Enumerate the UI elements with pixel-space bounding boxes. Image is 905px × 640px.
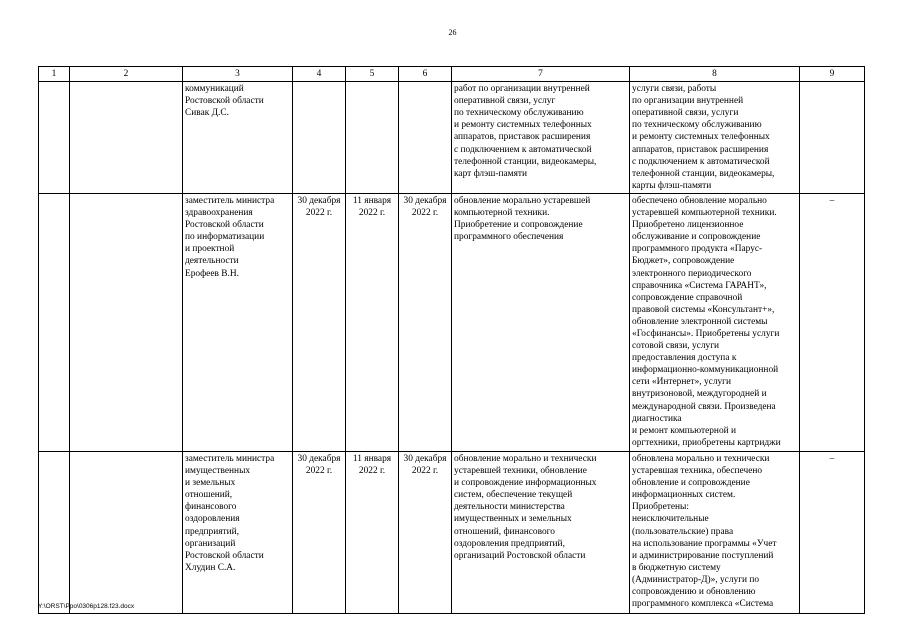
cell-line: аппаратов, приставок расширения	[632, 144, 769, 155]
cell-line: услуги связи, работы	[632, 84, 717, 95]
cell-line: по информатизации	[185, 232, 265, 243]
cell-line: сети «Интернет», услуги	[632, 377, 732, 388]
cell-line: с подключением к автоматической	[454, 144, 592, 155]
cell-line: обеспечено обновление морально	[632, 195, 767, 206]
cell-line: программного комплекса «Система	[632, 599, 774, 610]
cell-line: Бюджет», сопровождение	[632, 256, 735, 267]
cell-line: и земельных	[185, 478, 236, 489]
cell-line: Ростовской области	[185, 96, 264, 107]
cell-line: и проектной	[185, 244, 235, 255]
cell-line: заместитель министра	[185, 453, 275, 464]
cell-line: оздоровления	[185, 514, 240, 525]
header-col-6: 6	[399, 67, 452, 82]
cell-line: обновлена морально и технически	[632, 453, 770, 464]
cell-c8	[630, 82, 800, 194]
cell-c7	[452, 193, 630, 451]
cell-line: Приобретены:	[632, 502, 689, 513]
cell-value: –	[829, 453, 835, 464]
cell-c4	[293, 193, 346, 451]
cell-line: по техническому обслуживанию	[632, 120, 762, 131]
cell-line: оперативной связи, услуги	[632, 108, 739, 119]
cell-c2	[70, 82, 183, 194]
cell-c2	[70, 193, 183, 451]
cell-c1	[39, 193, 70, 451]
cell-c7	[452, 82, 630, 194]
cell-c3	[183, 451, 293, 613]
cell-line: сопровождение справочной	[632, 292, 743, 303]
header-col-2: 2	[70, 67, 183, 82]
cell-line: организаций	[185, 538, 236, 549]
cell-line: аппаратов, приставок расширения	[454, 132, 591, 143]
cell-line: отношений,	[185, 490, 233, 501]
cell-line: 2022 г.	[411, 208, 439, 219]
header-col-3: 3	[183, 67, 293, 82]
cell-c6	[399, 193, 452, 451]
cell-c9	[800, 82, 865, 194]
cell-line: устаревшей компьютерной техники.	[632, 208, 777, 219]
cell-line: на использование программы «Учет	[632, 538, 777, 549]
table-row	[39, 193, 865, 451]
cell-c3	[183, 82, 293, 194]
cell-line: 2022 г.	[411, 466, 439, 477]
cell-value: –	[829, 195, 835, 206]
cell-c8	[630, 193, 800, 451]
cell-line: финансового	[185, 502, 237, 513]
cell-c9	[800, 451, 865, 613]
cell-line: сотовой связи, услуги	[632, 341, 720, 352]
cell-c1	[39, 451, 70, 613]
cell-line: обновление и сопровождение	[632, 478, 750, 489]
header-col-8: 8	[630, 67, 800, 82]
cell-line: информационных систем.	[632, 490, 736, 501]
cell-c2	[70, 451, 183, 613]
cell-line: телефонной станции, видеокамеры,	[632, 168, 775, 179]
header-col-1: 1	[39, 67, 70, 82]
cell-c8	[630, 451, 800, 613]
cell-line: (пользовательские) права	[632, 526, 734, 537]
cell-line: сопровождению и обновлению	[632, 586, 756, 597]
cell-line: предоставления доступа к	[632, 353, 737, 364]
cell-line: внутризоновой, междугородней и	[632, 389, 767, 400]
cell-line: (Администратор-Д)», услуги по	[632, 574, 760, 585]
cell-c3	[183, 193, 293, 451]
cell-line: и ремонт компьютерной и	[632, 425, 737, 436]
file-path-footer: Y:\ORST\Ppo\0306p128.f23.docx	[38, 603, 135, 610]
cell-c6	[399, 451, 452, 613]
cell-line: отношений, финансового	[454, 526, 555, 537]
cell-line: 30 декабря	[403, 453, 447, 464]
cell-line: 30 декабря	[297, 453, 341, 464]
cell-line: имущественных	[185, 466, 251, 477]
cell-c7	[452, 451, 630, 613]
cell-line: 2022 г.	[305, 466, 333, 477]
cell-line: 30 декабря	[403, 195, 447, 206]
header-col-5: 5	[346, 67, 399, 82]
cell-line: 2022 г.	[358, 466, 386, 477]
cell-line: информационно-коммуникационной	[632, 365, 779, 376]
cell-line: устаревшая техника, обеспечено	[632, 466, 763, 477]
table-header-row	[39, 67, 865, 82]
cell-line: программного обеспечения	[454, 232, 564, 243]
cell-c1	[39, 82, 70, 194]
cell-line: «Госфинансы». Приобретены услуги	[632, 328, 780, 339]
cell-line: карты флэш-памяти	[632, 180, 712, 191]
cell-line: заместитель министра	[185, 195, 275, 206]
header-col-9: 9	[800, 67, 865, 82]
cell-line: 2022 г.	[305, 208, 333, 219]
cell-line: оздоровления предприятий,	[454, 538, 565, 549]
cell-line: деятельности министерства	[454, 502, 565, 513]
cell-line: по техническому обслуживанию	[454, 108, 584, 119]
cell-c5	[346, 451, 399, 613]
report-table	[38, 66, 865, 614]
cell-line: и сопровождение информационных	[454, 478, 597, 489]
cell-line: электронного периодического	[632, 268, 752, 279]
cell-line: Сивак Д.С.	[185, 108, 229, 119]
cell-line: обновление морально и технически	[454, 453, 597, 464]
cell-line: организаций Ростовской области	[454, 550, 586, 561]
cell-line: 30 декабря	[297, 195, 341, 206]
table-row	[39, 451, 865, 613]
cell-line: Приобретено лицензионное	[632, 220, 744, 231]
cell-line: Ерофеев В.Н.	[185, 268, 239, 279]
cell-c6	[399, 82, 452, 194]
cell-line: 11 января	[352, 195, 392, 206]
cell-line: с подключением к автоматической	[632, 156, 770, 167]
cell-line: предприятий,	[185, 526, 240, 537]
cell-c5	[346, 193, 399, 451]
cell-line: Приобретение и сопровождение	[454, 220, 583, 231]
cell-line: справочника «Система ГАРАНТ»,	[632, 280, 767, 291]
page-number: 26	[448, 28, 457, 37]
cell-line: и администрирование поступлений	[632, 550, 774, 561]
cell-line: Ростовской области	[185, 550, 264, 561]
table-row	[39, 82, 865, 194]
header-col-4: 4	[293, 67, 346, 82]
cell-line: компьютерной техники.	[454, 208, 550, 219]
cell-line: коммуникаций	[185, 84, 244, 95]
cell-line: 11 января	[352, 453, 392, 464]
cell-line: программного продукта «Парус-	[632, 244, 763, 255]
cell-c9	[800, 193, 865, 451]
cell-c4	[293, 451, 346, 613]
cell-line: 2022 г.	[358, 208, 386, 219]
cell-line: оперативной связи, услуг	[454, 96, 556, 107]
cell-line: обновление морально устаревшей	[454, 195, 591, 206]
cell-line: деятельности	[185, 256, 239, 267]
header-col-7: 7	[452, 67, 630, 82]
cell-line: оргтехники, приобретены картриджи	[632, 437, 781, 448]
cell-line: в бюджетную систему	[632, 562, 721, 573]
cell-line: Хлудин С.А.	[185, 562, 236, 573]
cell-line: диагностика	[632, 413, 682, 424]
cell-line: по организации внутренней	[632, 96, 744, 107]
cell-line: международной связи. Произведена	[632, 401, 776, 412]
cell-line: и ремонту системных телефонных	[632, 132, 770, 143]
cell-line: обновление электронной системы	[632, 316, 768, 327]
cell-line: Ростовской области	[185, 220, 264, 231]
cell-line: карт флэш-памяти	[454, 168, 527, 179]
cell-c5	[346, 82, 399, 194]
cell-line: устаревшей техники, обновление	[454, 466, 587, 477]
cell-line: здравоохранения	[185, 208, 253, 219]
cell-line: телефонной станции, видеокамеры,	[454, 156, 597, 167]
cell-line: работ по организации внутренней	[454, 84, 590, 95]
cell-line: обслуживание и сопровождение	[632, 232, 761, 243]
cell-line: неисключительные	[632, 514, 709, 525]
cell-line: имущественных и земельных	[454, 514, 572, 525]
cell-line: и ремонту системных телефонных	[454, 120, 592, 131]
cell-c4	[293, 82, 346, 194]
cell-line: систем, обеспечение текущей	[454, 490, 573, 501]
cell-line: правовой системы «Консультант+»,	[632, 304, 775, 315]
